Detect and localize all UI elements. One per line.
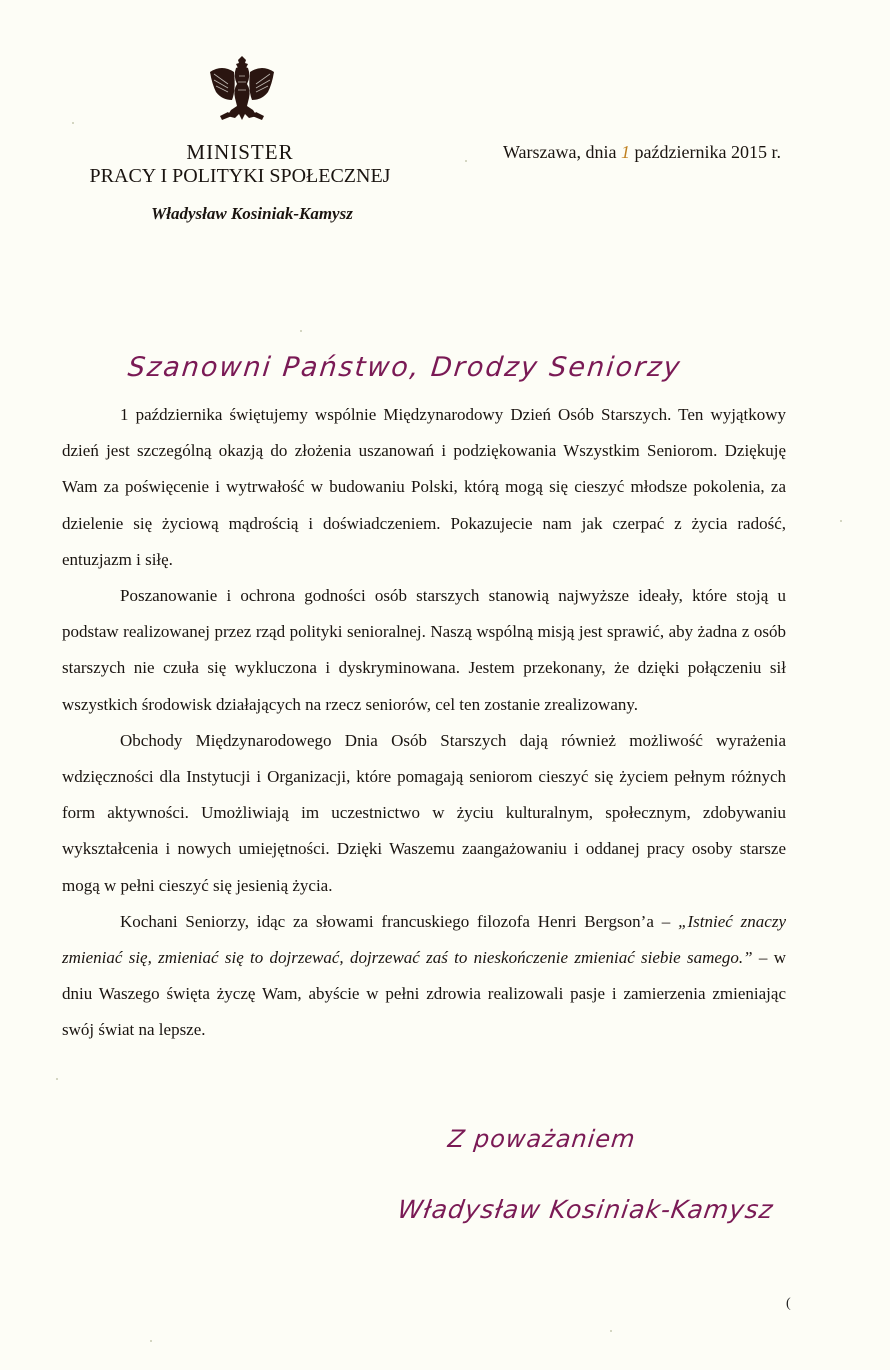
letterhead-ministry: PRACY I POLITYKI SPOŁECZNEJ (89, 165, 391, 187)
date-prefix: Warszawa, dnia (503, 142, 621, 162)
date-line (503, 142, 781, 163)
paragraph-4 (62, 904, 786, 1049)
paragraph-2: Poszanowanie i ochrona godności osób starszych stanowią najwyższe ideały, które stoją u podstaw realizowanej przez rząd polityki senioralnej. Naszą wspólną misją jest sprawić, aby żadna z osób starszych nie czuła się wykluczona i dyskryminowana. Jestem przekonany, że dzięki połączeniu sił wszystkich środowisk działających na rzecz seniorów, cel ten zostanie zrealizowany. (62, 586, 786, 714)
date-day-handwritten: 1 (621, 142, 630, 162)
letterhead-minister-name: Władysław Kosiniak-Kamysz (151, 204, 353, 223)
letterhead-title: MINISTER (186, 140, 294, 164)
stray-pen-mark: ( (786, 1296, 791, 1311)
scan-speck (300, 330, 302, 332)
paragraph-4-rest: – w dniu Waszego święta życzę Wam, abyście w pełni zdrowia realizowali pasje i zamierzenia zmieniając swój świat na lepsze. (62, 948, 786, 1040)
letter-body (62, 397, 786, 1049)
paragraph-1: 1 października świętujemy wspólnie Międzynarodowy Dzień Osób Starszych. Ten wyjątkowy dzień jest szczególną okazją do złożenia uszanowań i podziękowania Wszystkim Seniorom. Dziękuję Wam za poświęcenie i wytrwałość w budowaniu Polski, którą mogą się cieszyć młodsze pokolenia, za dzielenie się życiową mądrością i doświadczeniem. Pokazujecie nam jak czerpać z życia radość, entuzjazm i siłę. (62, 405, 786, 569)
salutation-handwritten: Szanowni Państwo, Drodzy Seniorzy (126, 352, 684, 383)
polish-eagle-emblem-icon (206, 52, 278, 126)
scan-speck (150, 1340, 152, 1342)
scan-speck (56, 1078, 58, 1080)
scan-speck (840, 520, 842, 522)
closing-handwritten: Z poważaniem (446, 1125, 638, 1153)
paragraph-3: Obchody Międzynarodowego Dnia Osób Starszych dają również możliwość wyrażenia wdzięczności dla Instytucji i Organizacji, które pomagają seniorom cieszyć się życiem pełnym różnych form aktywności. Umożliwiają im uczestnictwo w życiu kulturalnym, społecznym, zdobywaniu wykształcenia i nowych umiejętności. Dzięki Waszemu zaangażowaniu i oddanej pracy osoby starsze mogą w pełni cieszyć się jesienią życia. (62, 730, 786, 895)
bergson-quote: „Istnieć znaczy zmieniać się, zmieniać się to dojrzewać, dojrzewać zaś to nieskończenie zmieniać siebie samego.” (62, 911, 786, 968)
scan-speck (610, 1330, 612, 1332)
signature-handwritten: Władysław Kosiniak-Kamysz (395, 1195, 776, 1224)
date-suffix: października 2015 r. (630, 142, 781, 162)
paragraph-4-intro: Kochani Seniorzy, idąc za słowami francuskiego filozofa Henri Bergson’a – (120, 911, 679, 931)
scan-speck (465, 160, 467, 162)
letterhead (60, 140, 420, 224)
scan-speck (72, 122, 74, 124)
